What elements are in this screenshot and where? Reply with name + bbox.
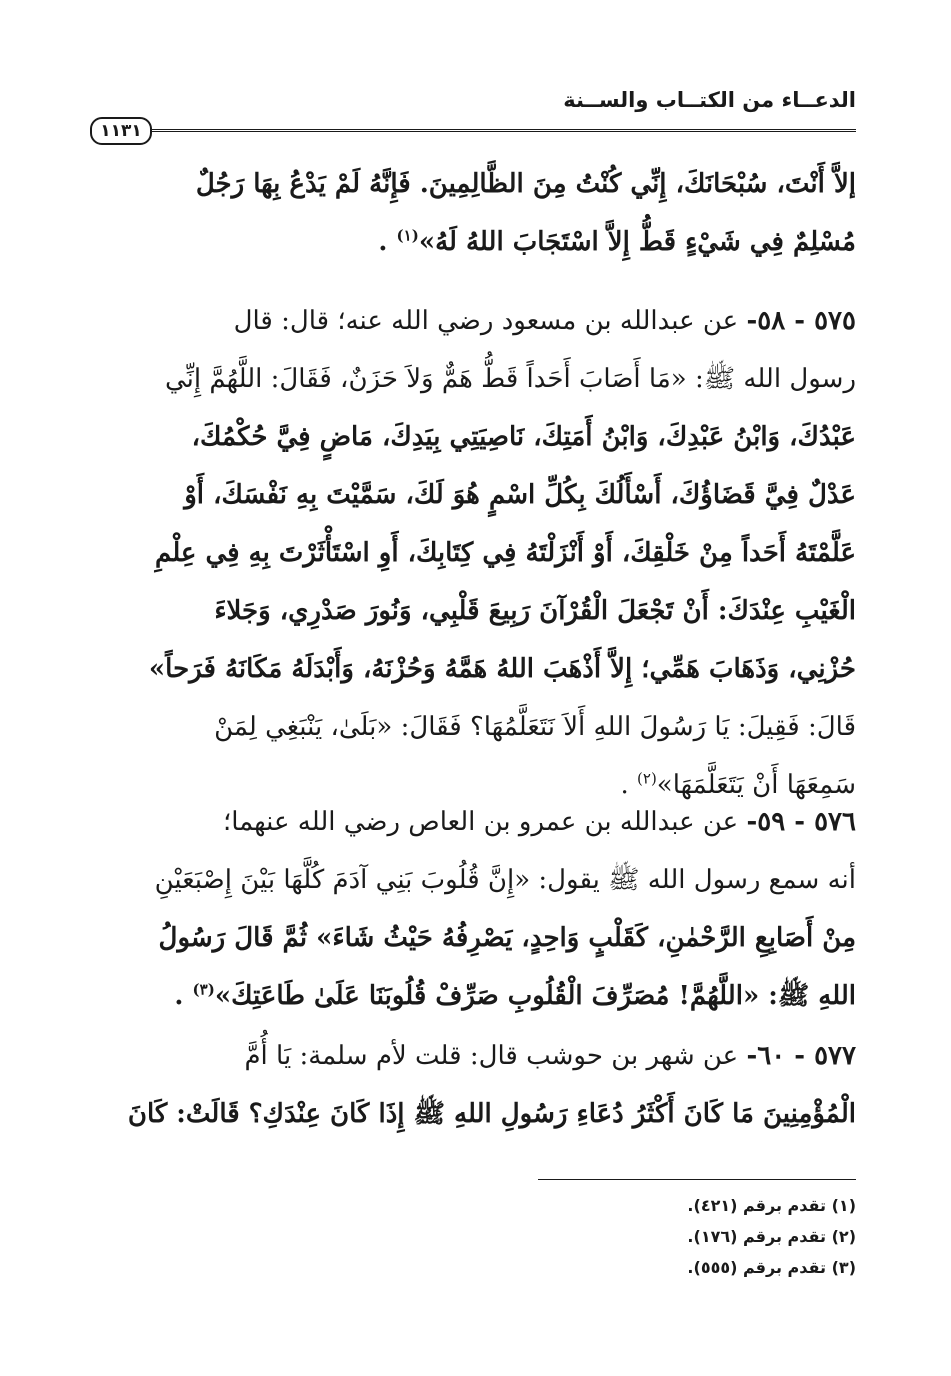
text-line: عَدْلٌ فِيَّ قَضَاؤُكَ، أَسْأَلُكَ بِكُلِّ اسْمٍ هُوَ لَكَ، سَمَّيْتَ بِهِ نَفْسَكَ، أَوْ <box>184 480 856 510</box>
punctuation: . <box>174 981 193 1011</box>
footnotes <box>687 1190 856 1283</box>
page-number: ١١٣١ <box>90 117 152 145</box>
text-line: إلاَّ أَنْتَ، سُبْحَانَكَ، إِنِّي كُنْتُ مِنَ الظَّالِمِينَ. فَإِنَّهُ لَمْ يَدْعُ بِهَا رَجُلٌ <box>195 169 856 199</box>
text-line-content: مُسْلِمٌ فِي شَيْءٍ قَطُّ إِلاَّ اسْتَجَابَ اللهُ لَهُ» <box>418 227 856 257</box>
text-line: الْمُؤْمِنِينَ مَا كَانَ أَكْثَرُ دُعَاءِ رَسُولِ اللهِ ﷺ إِذَا كَانَ عِنْدَكِ؟ قَالَتْ: كَانَ <box>127 1099 856 1129</box>
text-line <box>90 1027 856 1085</box>
text-line-content: سَمِعَهَا أَنْ يَتَعَلَّمَهَا» <box>656 770 856 800</box>
hadith-number: ٥٧٧ - ٦٠- <box>746 1041 856 1071</box>
text-line: قَالَ: فَقِيلَ: يَا رَسُولَ اللهِ أَلاَ نَتَعَلَّمُهَا؟ فَقَالَ: «بَلَىٰ، يَنْبَغِي لِمَنْ <box>214 712 856 742</box>
header-rule <box>148 129 856 132</box>
hadith-577 <box>90 1027 856 1143</box>
text-line <box>90 213 856 271</box>
footnote: (١) تقدم برقم (٤٢١). <box>687 1196 856 1215</box>
footnote-ref: (٢) <box>637 769 657 788</box>
punctuation: . <box>620 770 638 800</box>
footnote: (٣) تقدم برقم (٥٥٥). <box>687 1258 856 1277</box>
paragraph-continuation <box>90 155 856 271</box>
text-line: عَلَّمْتَهُ أَحَداً مِنْ خَلْقِكَ، أَوْ أَنْزَلْتَهُ فِي كِتَابِكَ، أَوِ اسْتَأْثَرْتَ بِهِ فِي عِلْمِ <box>155 538 856 568</box>
running-title: الدعــاء من الكتــاب والســنة <box>563 88 856 112</box>
text-line: الْغَيْبِ عِنْدَكَ: أَنْ تَجْعَلَ الْقُرْآنَ رَبِيعَ قَلْبِي، وَنُورَ صَدْرِي، وَجَلاءَ <box>214 596 856 626</box>
hadith-575 <box>90 292 856 814</box>
hadith-576 <box>90 793 856 1025</box>
footnote-ref: (١) <box>396 226 419 245</box>
text-line: مِنْ أَصَابِعِ الرَّحْمٰنِ، كَقَلْبٍ وَاحِدٍ، يَصْرِفُهُ حَيْثُ شَاءَ» ثُمَّ قَالَ رَسُولُ <box>158 923 856 953</box>
punctuation: . <box>378 227 397 257</box>
footnote: (٢) تقدم برقم (١٧٦). <box>687 1227 856 1246</box>
footnote-rule <box>538 1179 856 1180</box>
text-line: أنه سمع رسول الله ﷺ يقول: «إِنَّ قُلُوبَ بَنِي آدَمَ كُلَّهَا بَيْنَ إِصْبَعَيْنِ <box>154 865 856 895</box>
text-line: عَبْدُكَ، وَابْنُ عَبْدِكَ، وَابْنُ أَمَتِكَ، نَاصِيَتِي بِيَدِكَ، مَاضٍ فِيَّ حُكْمُكَ، <box>191 422 856 452</box>
narration-intro: عن عبدالله بن عمرو بن العاص رضي الله عنهما؛ <box>222 807 747 837</box>
text-line <box>90 967 856 1025</box>
hadith-number: ٥٧٥ - ٥٨- <box>746 306 856 336</box>
narration-intro: عن شهر بن حوشب قال: قلت لأم سلمة: يَا أُمَّ <box>244 1041 747 1071</box>
text-line <box>90 793 856 851</box>
hadith-number: ٥٧٦ - ٥٩- <box>746 807 856 837</box>
footnote-ref: (٣) <box>192 980 215 999</box>
text-line: حُزْنِي، وَذَهَابَ هَمِّي؛ إِلاَّ أَذْهَبَ اللهُ هَمَّهُ وَحُزْنَهُ، وَأَبْدَلَهُ مَكَانَهُ فَرَحاً» <box>148 654 856 684</box>
text-line: رسول الله ﷺ: «مَا أَصَابَ أَحَداً قَطُّ هَمٌّ وَلاَ حَزَنٌ، فَقَالَ: اللَّهُمَّ إِنِّي <box>164 364 856 394</box>
narration-intro: عن عبدالله بن مسعود رضي الله عنه؛ قال: قال <box>233 306 747 336</box>
text-line-content: اللهِ ﷺ: «اللَّهُمَّ! مُصَرِّفَ الْقُلُوبِ صَرِّفْ قُلُوبَنَا عَلَىٰ طَاعَتِكَ» <box>214 981 856 1011</box>
text-line <box>90 292 856 350</box>
